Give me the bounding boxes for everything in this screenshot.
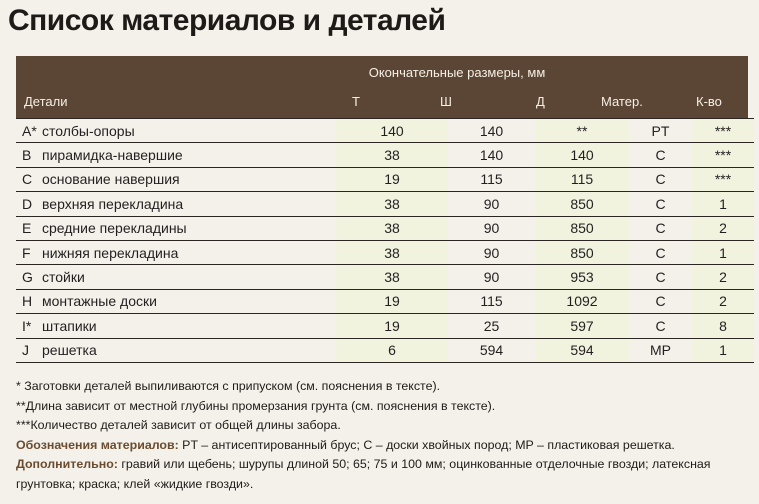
part-length: 850: [535, 192, 629, 216]
part-thickness: 38: [336, 265, 448, 289]
table-row: [16, 167, 754, 191]
materials-table: [16, 56, 748, 363]
part-quantity: 8: [692, 314, 754, 338]
part-width: 90: [448, 192, 535, 216]
part-material: MP: [629, 338, 692, 362]
parts-rows: [16, 118, 754, 363]
part-width: 90: [448, 216, 535, 240]
materials-label: Обозначения материалов:: [16, 437, 179, 452]
part-id: F: [16, 240, 42, 264]
part-length: 594: [535, 338, 629, 362]
part-material: C: [629, 167, 692, 191]
part-material: C: [629, 265, 692, 289]
header-material: Матер.: [601, 94, 643, 109]
part-name: пирамидка-навершие: [42, 143, 336, 167]
table-row: [16, 314, 754, 338]
part-quantity: 2: [692, 289, 754, 313]
part-name: решетка: [42, 338, 336, 362]
part-name: штапики: [42, 314, 336, 338]
part-width: 594: [448, 338, 535, 362]
part-id: I*: [16, 314, 42, 338]
part-material: C: [629, 143, 692, 167]
part-quantity: ***: [692, 119, 754, 143]
page-title: Список материалов и деталей: [8, 4, 446, 37]
part-material: C: [629, 314, 692, 338]
table-row: [16, 119, 754, 143]
table-row: [16, 265, 754, 289]
table-row: [16, 289, 754, 313]
part-quantity: ***: [692, 143, 754, 167]
extra-materials: [16, 455, 751, 494]
part-quantity: ***: [692, 167, 754, 191]
header-quantity: К-во: [696, 94, 722, 109]
part-length: 850: [535, 216, 629, 240]
part-thickness: 38: [336, 216, 448, 240]
table-row: [16, 192, 754, 216]
part-quantity: 2: [692, 265, 754, 289]
part-length: 1092: [535, 289, 629, 313]
part-length: 115: [535, 167, 629, 191]
part-id: E: [16, 216, 42, 240]
part-id: D: [16, 192, 42, 216]
part-id: B: [16, 143, 42, 167]
table-row: [16, 143, 754, 167]
part-length: **: [535, 119, 629, 143]
part-thickness: 140: [336, 119, 448, 143]
table-row: [16, 240, 754, 264]
part-width: 90: [448, 240, 535, 264]
part-width: 25: [448, 314, 535, 338]
part-width: 115: [448, 289, 535, 313]
part-id: A*: [16, 119, 42, 143]
part-thickness: 19: [336, 314, 448, 338]
footnote-3: ***Количество деталей зависит от общей длины забора.: [16, 418, 341, 432]
part-name: столбы-опоры: [42, 119, 336, 143]
part-id: G: [16, 265, 42, 289]
extra-text: гравий или щебень; шурупы длиной 50; 65; 75 и 100 мм; оцинкованные отделочные гвозди; латексная грунтовка; краска; клей «жидкие гвозди».: [16, 457, 711, 491]
part-quantity: 2: [692, 216, 754, 240]
part-thickness: 19: [336, 167, 448, 191]
materials-legend: [16, 436, 751, 456]
part-width: 140: [448, 143, 535, 167]
part-thickness: 38: [336, 192, 448, 216]
footnote-2: **Длина зависит от местной глубины промерзания грунта (см. пояснения в тексте).: [16, 398, 496, 413]
header-thickness: Т: [352, 94, 360, 109]
part-thickness: 6: [336, 338, 448, 362]
part-width: 140: [448, 119, 535, 143]
part-quantity: 1: [692, 240, 754, 264]
part-material: C: [629, 289, 692, 313]
part-name: нижняя перекладина: [42, 240, 336, 264]
part-quantity: 1: [692, 338, 754, 362]
part-name: основание навершия: [42, 167, 336, 191]
part-width: 90: [448, 265, 535, 289]
part-id: C: [16, 167, 42, 191]
part-length: 953: [535, 265, 629, 289]
header-parts: Детали: [24, 94, 68, 109]
part-material: C: [629, 240, 692, 264]
part-material: C: [629, 216, 692, 240]
table-row: [16, 338, 754, 362]
part-name: верхняя перекладина: [42, 192, 336, 216]
part-material: PT: [629, 119, 692, 143]
part-id: J: [16, 338, 42, 362]
footnote-1: * Заготовки деталей выпиливаются с припуском (см. пояснения в тексте).: [16, 379, 441, 393]
part-name: монтажные доски: [42, 289, 336, 313]
dims-header: Окончательные размеры, мм: [368, 65, 546, 80]
part-thickness: 19: [336, 289, 448, 313]
part-thickness: 38: [336, 143, 448, 167]
header-length: Д: [536, 94, 545, 109]
table-header: [16, 56, 748, 118]
materials-text: PT – антисептированный брус; C – доски хвойных пород; MP – пластиковая решетка.: [178, 437, 675, 452]
part-width: 115: [448, 167, 535, 191]
table-row: [16, 216, 754, 240]
part-length: 850: [535, 240, 629, 264]
part-name: средние перекладины: [42, 216, 336, 240]
extra-label: Дополнительно:: [16, 457, 118, 471]
part-name: стойки: [42, 265, 336, 289]
part-thickness: 38: [336, 240, 448, 264]
part-id: H: [16, 289, 42, 313]
part-quantity: 1: [692, 192, 754, 216]
part-length: 140: [535, 143, 629, 167]
header-width: Ш: [440, 94, 452, 109]
part-material: C: [629, 192, 692, 216]
part-length: 597: [535, 314, 629, 338]
footnotes: [16, 377, 751, 494]
